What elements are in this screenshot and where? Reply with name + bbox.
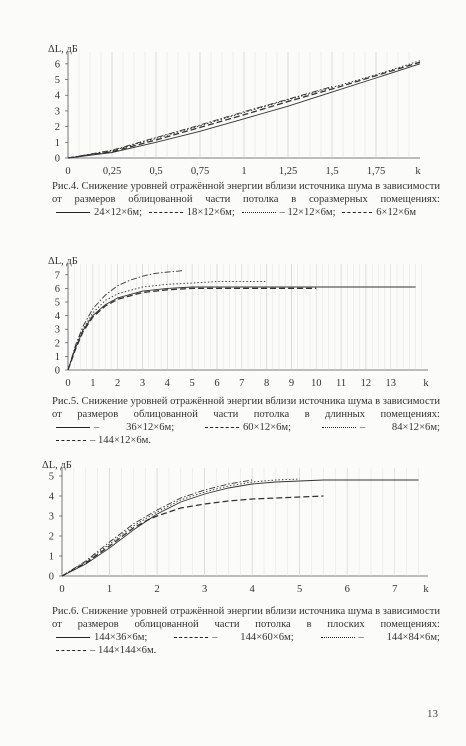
x-tick-label: 1 — [106, 584, 113, 595]
x-tick-label: 0 — [65, 166, 71, 177]
y-tick-label: 6 — [54, 283, 60, 295]
legend-5-item-2: 60×12×6м; — [201, 422, 291, 433]
y-tick-label: 0 — [48, 571, 54, 583]
x-tick-label: 0,5 — [149, 166, 163, 177]
y-tick-label: 4 — [48, 491, 54, 503]
y-tick-label: 2 — [54, 122, 60, 134]
legend-4-item-3: – 12×12×6м; — [238, 207, 336, 218]
x-tick-label: 4 — [249, 584, 255, 595]
y-tick-label: 0 — [54, 153, 60, 165]
x-axis-label: k — [415, 166, 421, 177]
x-tick-label: 1,25 — [278, 166, 298, 177]
x-tick-label: 8 — [263, 378, 270, 389]
caption-6-text: Рис.6. Снижение уровней отражённой энергии вблизи источника шума в зависимости от размеров облицованной части потолка в плоских помещениях: — [52, 606, 440, 630]
x-tick-label: 4 — [164, 378, 170, 389]
legend-6-item-1: 144×36×6м; — [52, 632, 147, 643]
legend-4-item-2: 18×12×6м; — [145, 207, 235, 218]
x-axis-label: k — [423, 584, 429, 595]
legend-5-item-3: – 84×12×6м; — [318, 422, 440, 433]
legend-4-item-4: 6×12×6м — [338, 207, 416, 218]
y-tick-label: 3 — [54, 324, 60, 336]
y-tick-label: 5 — [48, 471, 54, 483]
x-tick-label: 2 — [115, 378, 121, 389]
x-tick-label: 7 — [239, 378, 245, 389]
y-tick-label: 2 — [48, 531, 54, 543]
y-tick-label: 1 — [54, 137, 60, 149]
x-tick-label: 0,75 — [190, 166, 210, 177]
legend-6-item-4: – 144×144×6м. — [52, 645, 156, 656]
y-tick-label: 4 — [54, 311, 60, 323]
x-tick-label: 1,5 — [325, 166, 339, 177]
y-axis-label: ΔL, дБ — [48, 256, 78, 267]
y-tick-label: 7 — [54, 270, 60, 282]
y-tick-label: 6 — [54, 59, 60, 71]
x-axis-label: k — [423, 378, 429, 389]
legend-5-item-4: – 144×12×6м. — [52, 435, 151, 446]
y-axis-label: ΔL, дБ — [48, 44, 78, 55]
caption-5-text: Рис.5. Снижение уровней отражённой энергии вблизи источника шума в зависимости от размеров облицованной части потолка в длинных помещениях: — [52, 396, 440, 420]
y-tick-label: 2 — [54, 338, 60, 350]
y-tick-label: 1 — [48, 551, 54, 563]
x-tick-label: 6 — [344, 584, 350, 595]
x-tick-label: 12 — [360, 378, 372, 389]
x-tick-label: 2 — [154, 584, 160, 595]
x-tick-label: 3 — [201, 584, 208, 595]
x-tick-label: 1 — [241, 166, 247, 177]
legend-5-item-1: – 36×12×6м; — [52, 422, 174, 433]
x-tick-label: 3 — [139, 378, 146, 389]
x-tick-label: 0,25 — [102, 166, 122, 177]
y-tick-label: 5 — [54, 75, 60, 87]
y-tick-label: 5 — [54, 297, 60, 309]
x-tick-label: 5 — [189, 378, 195, 389]
x-tick-label: 1 — [90, 378, 96, 389]
legend-4-item-1: 24×12×6м; — [52, 207, 142, 218]
page-number: 13 — [427, 708, 438, 720]
y-tick-label: 3 — [54, 106, 60, 118]
y-tick-label: 3 — [48, 511, 54, 523]
x-tick-label: 0 — [65, 378, 71, 389]
x-tick-label: 7 — [392, 584, 398, 595]
x-tick-label: 10 — [311, 378, 322, 389]
caption-figure-6 — [52, 605, 440, 657]
caption-4-text: Рис.4. Снижение уровней отражённой энергии вблизи источника шума в зависимости от размеров облицованной части потолка в соразмерных помещениях: — [52, 181, 440, 205]
y-axis-label: ΔL, дБ — [42, 460, 72, 471]
x-tick-label: 11 — [336, 378, 347, 389]
x-tick-label: 5 — [297, 584, 303, 595]
legend-6-item-2: – 144×60×6м; — [170, 632, 293, 643]
x-tick-label: 9 — [288, 378, 295, 389]
x-tick-label: 13 — [385, 378, 397, 389]
y-tick-label: 4 — [54, 90, 60, 102]
x-tick-label: 1,75 — [366, 166, 386, 177]
x-tick-label: 6 — [214, 378, 220, 389]
y-tick-label: 0 — [54, 365, 60, 377]
x-tick-label: 0 — [59, 584, 65, 595]
legend-6-item-3: – 144×84×6м; — [317, 632, 440, 643]
y-tick-label: 1 — [54, 351, 60, 363]
